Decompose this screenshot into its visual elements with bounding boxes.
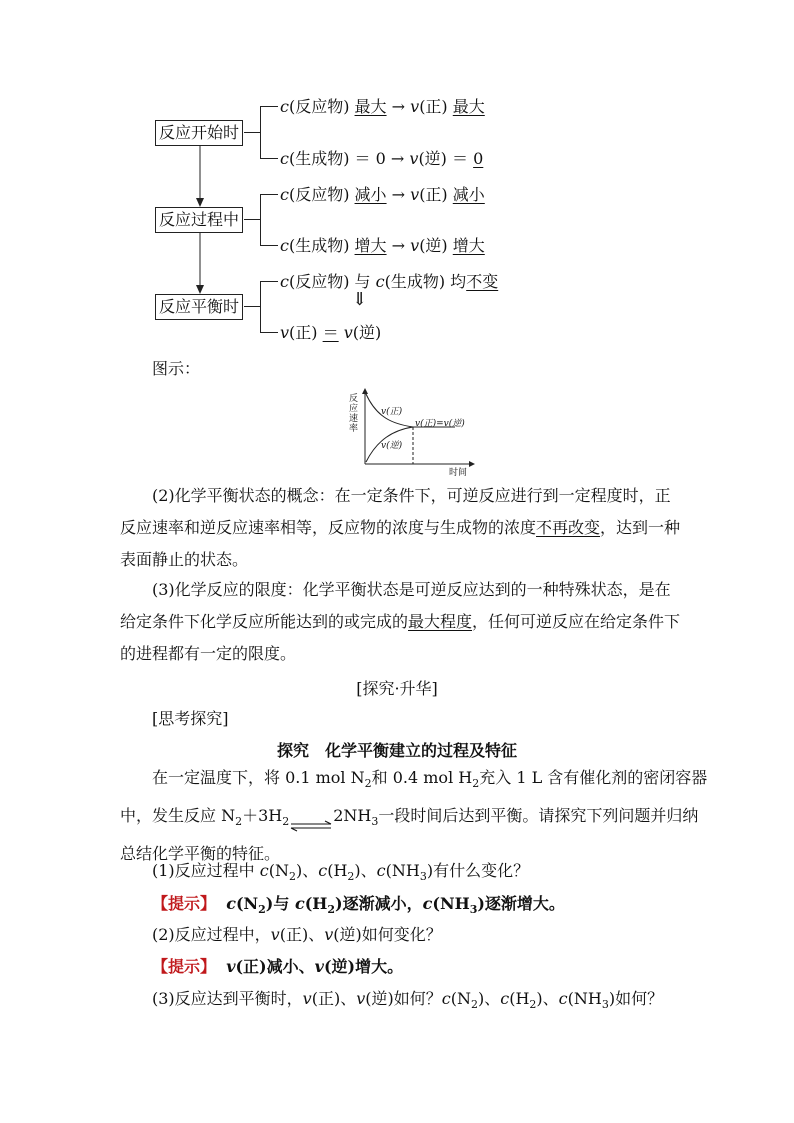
bracket-vertical <box>260 194 261 246</box>
bracket-bottom <box>260 158 278 159</box>
stage-start-bottom-line: c(生成物) ＝ 0 → v(逆) ＝ 0 <box>280 149 484 168</box>
stage-box-process: 反应过程中 <box>155 207 243 233</box>
stage-box-start: 反应开始时 <box>155 120 243 146</box>
question-2: (2)反应过程中，v(正)、v(逆)如何变化？ <box>152 925 442 944</box>
stage-box-equilibrium: 反应平衡时 <box>155 294 243 320</box>
reversible-arrow-icon <box>289 811 333 823</box>
down-arrow-icon <box>194 233 206 295</box>
graph-canvas <box>345 388 480 476</box>
stage-process-top-line: c(反应物) 减小 → v(正) 减小 <box>280 185 485 204</box>
bracket-bottom <box>260 332 278 333</box>
intro-paragraph: 在一定温度下，将 0.1 mol $N_2$和 0.4 mol $H_2$充入 1 L 含有催化剂的密闭容器 中，发生反应 $N_2+3H_2$ $2NH_3$一段时间后达到平衡。请探究下列问题并归纳 总结化学平衡的特征。 <box>120 768 708 864</box>
figure-caption: 图示： <box>152 359 201 378</box>
bracket-stub <box>244 132 260 133</box>
reverse-label: v(逆) <box>381 441 403 451</box>
equal-label: v(正)=v(逆) <box>415 419 465 429</box>
bracket-vertical <box>260 106 261 159</box>
keyword-max-extent: 最大程度 <box>408 612 473 631</box>
rate-time-graph <box>345 388 480 476</box>
bracket-top <box>260 194 278 195</box>
bracket-stub <box>244 306 260 307</box>
bracket-bottom <box>260 245 278 246</box>
graph-ylabel: 反 应 速 率 <box>349 394 359 434</box>
question-3: (3)反应达到平衡时，v(正)、v(逆)如何？$c(N_2)$、$c(H_2)$、$c(NH_3)$如何？ <box>152 989 664 1012</box>
x-axis-arrow-icon <box>469 461 475 467</box>
keyword-unchanged: 不再改变 <box>536 518 601 537</box>
bracket-top <box>260 281 278 282</box>
bracket-vertical <box>260 281 261 333</box>
hint-tag: 【提示】 <box>152 894 217 913</box>
graph-xlabel: 时间 <box>449 468 468 478</box>
answer-1: 【提示】 $c(N_2)$与 $c(H_2)$逐渐减小，$c(NH_3)$逐渐增大。 <box>152 894 565 917</box>
y-axis-arrow-icon <box>362 388 368 394</box>
stage-process-bottom-line: c(生成物) 增大 → v(逆) 增大 <box>280 236 485 255</box>
paragraph-equilibrium-concept: (2)化学平衡状态的概念：在一定条件下，可逆反应进行到一定程度时，正 反应速率和逆反应速率相等，反应物的浓度与生成物的浓度不再改变，达到一种 表面静止的状态。 <box>120 486 681 569</box>
bracket-stub <box>244 219 260 220</box>
down-arrow-icon <box>194 146 206 208</box>
question-1: (1)反应过程中 $c(N_2)$、$c(H_2)$、$c(NH_3)$有什么变化？ <box>152 861 530 884</box>
stage-start-top-line: c(反应物) 最大 → v(正) 最大 <box>280 97 485 116</box>
bracket-top <box>260 106 278 107</box>
stage-equilibrium-top-line: c(反应物) 与 c(生成物) 均不变 <box>280 272 499 291</box>
paragraph-reaction-limit: (3)化学反应的限度：化学平衡状态是可逆反应达到的一种特殊状态，是在 给定条件下化学反应所能达到的或完成的最大程度，任何可逆反应在给定条件下 的进程都有一定的限度。 <box>120 580 681 663</box>
stage-equilibrium-bottom-line: v(正) ＝ v(逆) <box>280 323 382 342</box>
think-label: [思考探究] <box>152 709 229 728</box>
hint-tag: 【提示】 <box>152 957 217 976</box>
explore-title: 探究 化学平衡建立的过程及特征 <box>276 741 517 760</box>
forward-label: v(正) <box>381 407 403 417</box>
implies-arrow-icon: ⇓ <box>352 289 368 310</box>
section-title: [探究·升华] <box>356 679 438 698</box>
answer-2: 【提示】 v(正)减小、v(逆)增大。 <box>152 957 404 976</box>
